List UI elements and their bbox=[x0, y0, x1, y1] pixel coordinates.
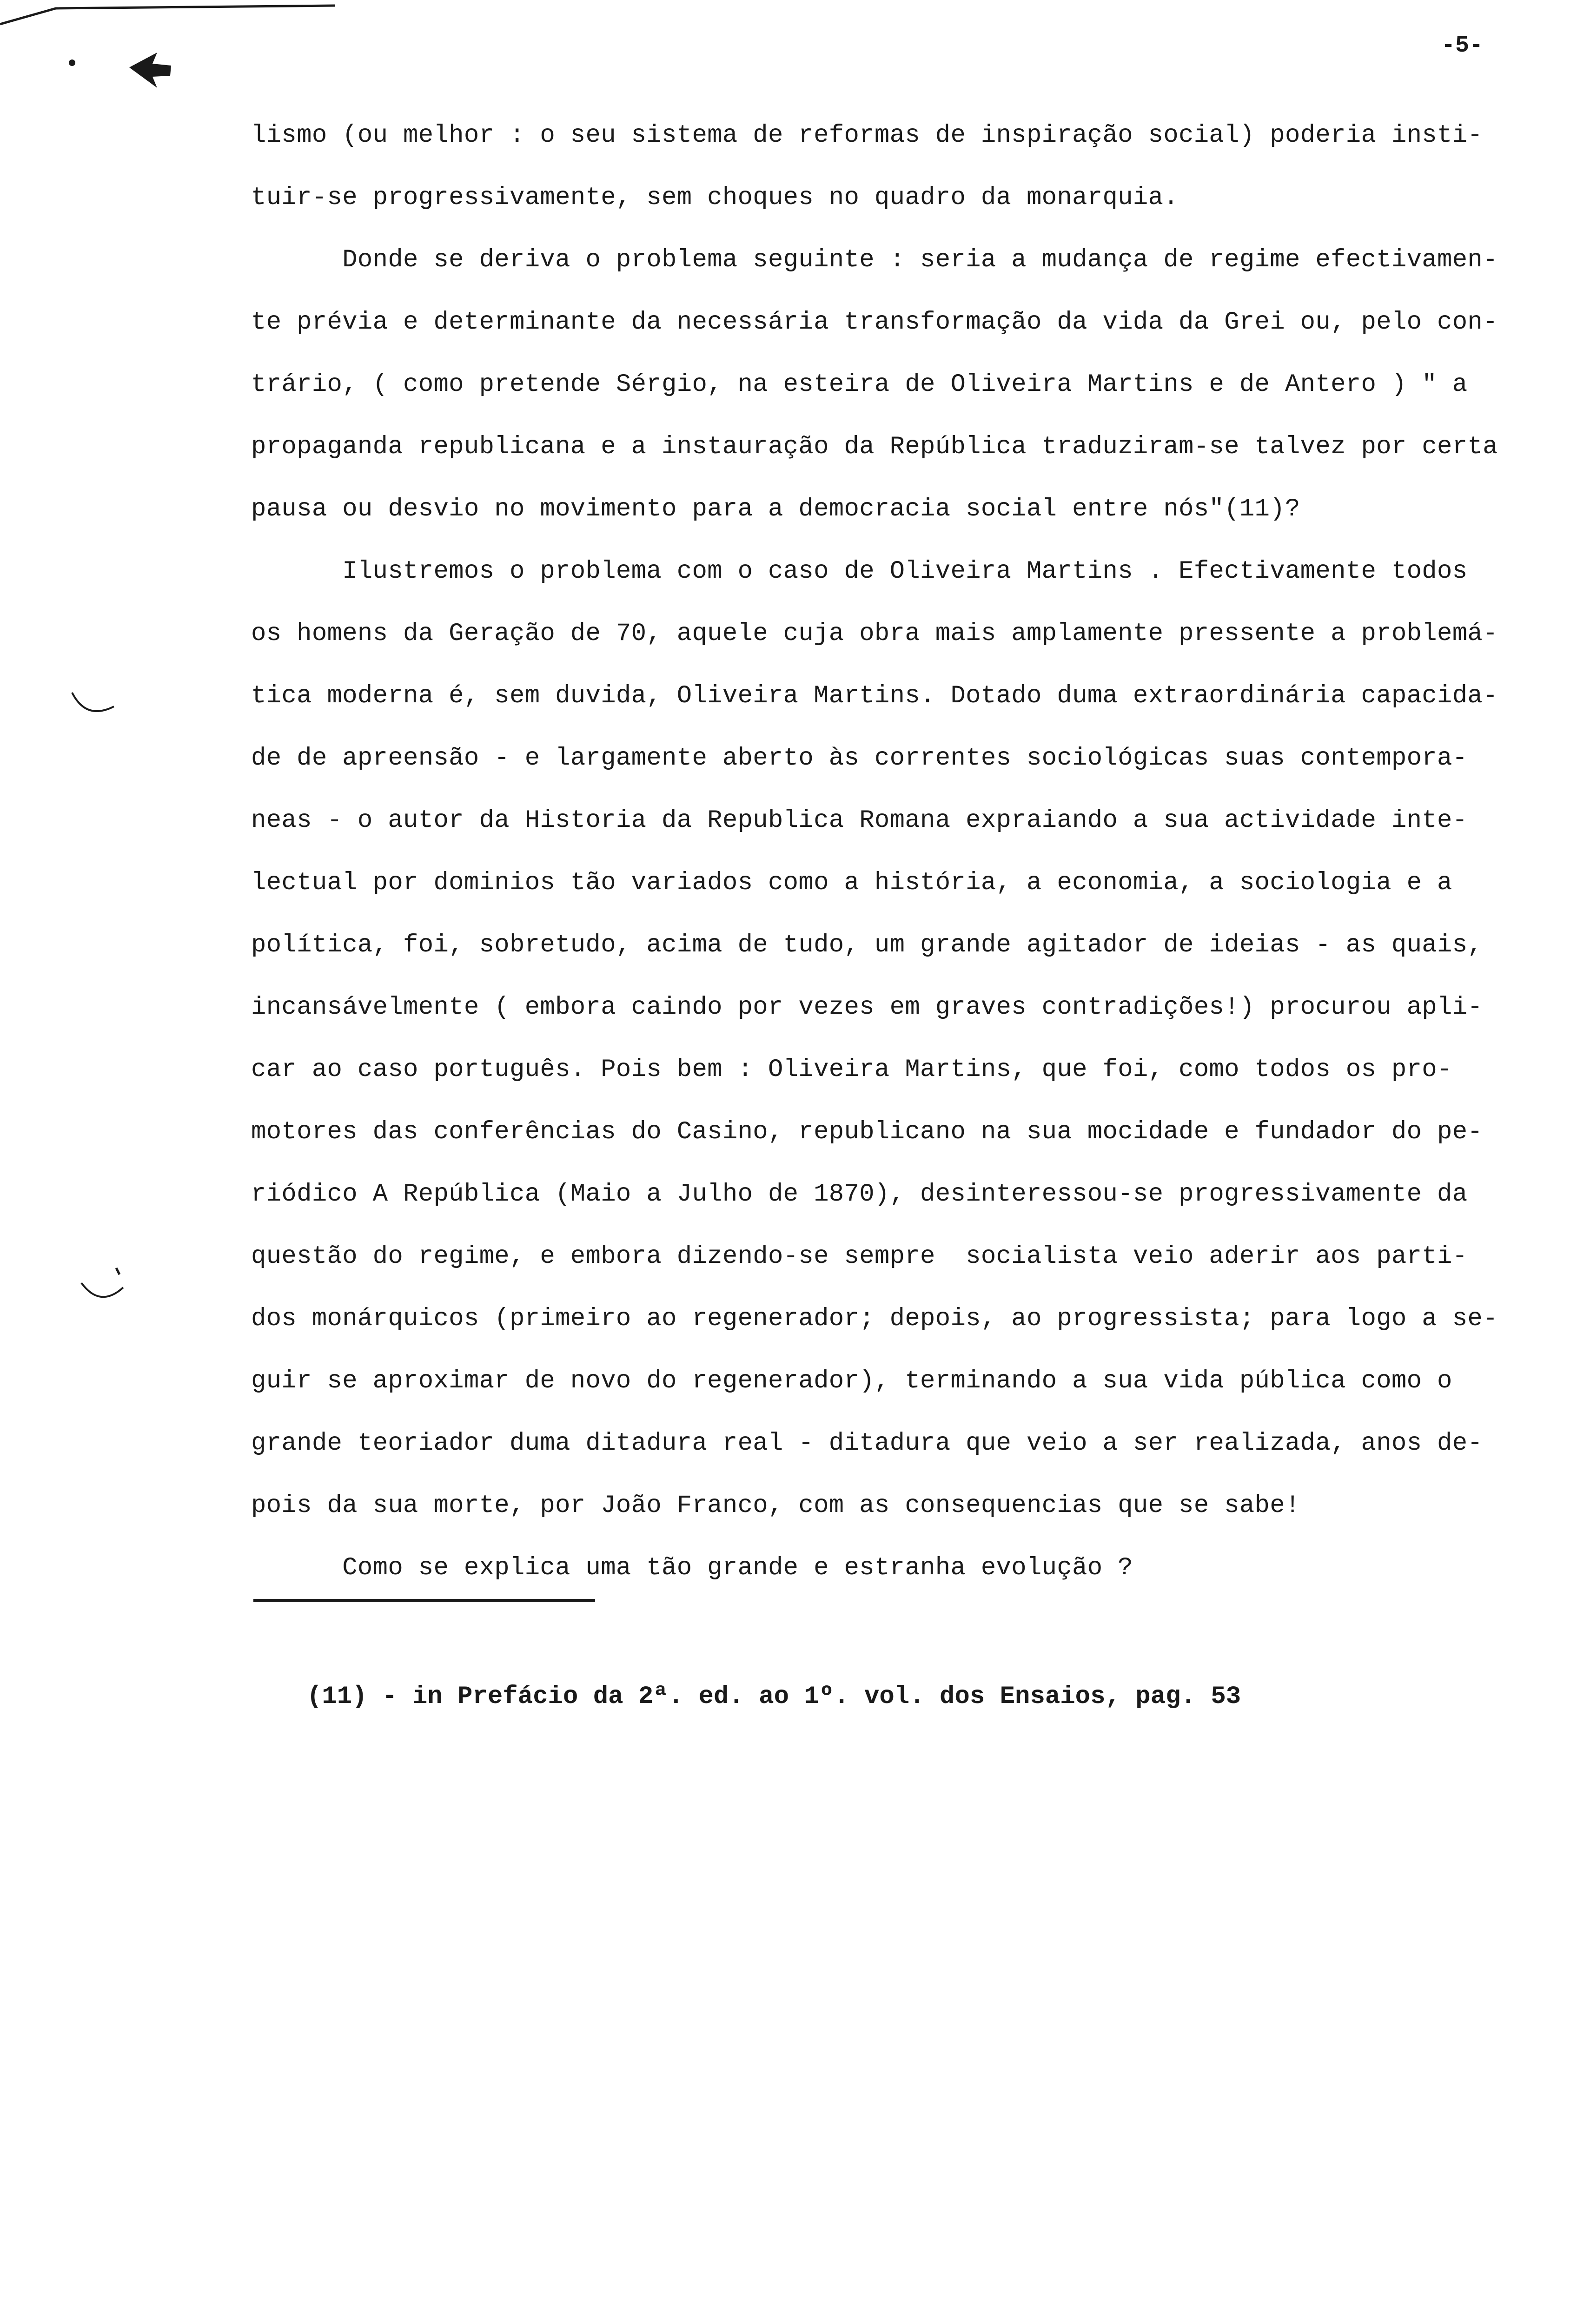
text-line: Como se explica uma tão grande e estranha evolução ? bbox=[251, 1554, 1133, 1582]
top-edge-stroke bbox=[0, 0, 372, 28]
text-line: trário, ( como pretende Sérgio, na esteira de Oliveira Martins e de Antero ) " a bbox=[251, 370, 1468, 399]
text-line: pois da sua morte, por João Franco, com as consequencias que se sabe! bbox=[251, 1492, 1300, 1520]
text-line: Ilustremos o problema com o caso de Oliveira Martins . Efectivamente todos bbox=[251, 557, 1468, 586]
text-line: incansávelmente ( embora caindo por vezes em graves contradições!) procurou apli- bbox=[251, 993, 1483, 1022]
text-line: te prévia e determinante da necessária transformação da vida da Grei ou, pelo con- bbox=[251, 308, 1498, 337]
text-line: política, foi, sobretudo, acima de tudo, um grande agitador de ideias - as quais, bbox=[251, 931, 1483, 959]
punch-hole-arc-upper bbox=[67, 688, 119, 725]
text-line: tica moderna é, sem duvida, Oliveira Martins. Dotado duma extraordinária capacida- bbox=[251, 682, 1498, 710]
text-line: Donde se deriva o problema seguinte : seria a mudança de regime efectivamen- bbox=[251, 246, 1498, 274]
arrow-mark-icon bbox=[125, 49, 176, 91]
text-line: guir se aproximar de novo do regenerador), terminando a sua vida pública como o bbox=[251, 1367, 1452, 1395]
text-line: car ao caso português. Pois bem : Oliveira Martins, que foi, como todos os pro- bbox=[251, 1056, 1452, 1084]
text-line: motores das conferências do Casino, republicano na sua mocidade e fundador do pe- bbox=[251, 1118, 1483, 1146]
text-line: pausa ou desvio no movimento para a democracia social entre nós"(11)? bbox=[251, 495, 1300, 523]
text-line: os homens da Geração de 70, aquele cuja obra mais amplamente pressente a problemá- bbox=[251, 620, 1498, 648]
page-mark-dot bbox=[65, 56, 79, 70]
page-number: -5- bbox=[1441, 33, 1484, 59]
text-line: propaganda republicana e a instauração da República traduziram-se talvez por certa bbox=[251, 433, 1498, 461]
footnote: (11) - in Prefácio da 2ª. ed. ao 1º. vol. dos Ensaios, pag. 53 bbox=[307, 1683, 1241, 1711]
text-line: de de apreensão - e largamente aberto às correntes sociológicas suas contempora- bbox=[251, 744, 1468, 772]
text-line: neas - o autor da Historia da Republica Romana expraiando a sua actividade inte- bbox=[251, 806, 1468, 835]
text-line: riódico A República (Maio a Julho de 1870), desinteressou-se progressivamente da bbox=[251, 1180, 1468, 1208]
punch-hole-arc-lower bbox=[77, 1264, 128, 1306]
text-line: tuir-se progressivamente, sem choques no quadro da monarquia. bbox=[251, 184, 1179, 212]
text-line: questão do regime, e embora dizendo-se sempre socialista veio aderir aos parti- bbox=[251, 1242, 1468, 1271]
text-line: lismo (ou melhor : o seu sistema de reformas de inspiração social) poderia insti- bbox=[251, 121, 1483, 150]
text-line: grande teoriador duma ditadura real - ditadura que veio a ser realizada, anos de- bbox=[251, 1429, 1483, 1458]
body-text bbox=[251, 105, 1534, 1599]
text-line: lectual por dominios tão variados como a história, a economia, a sociologia e a bbox=[251, 869, 1452, 897]
text-line: dos monárquicos (primeiro ao regenerador; depois, ao progressista; para logo a se- bbox=[251, 1305, 1498, 1333]
footnote-divider bbox=[253, 1599, 595, 1602]
